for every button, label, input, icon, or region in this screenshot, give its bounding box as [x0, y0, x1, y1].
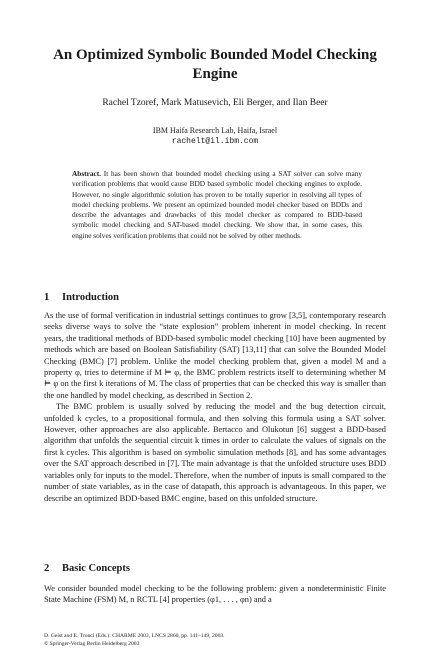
section-number: 1 — [44, 292, 50, 303]
abstract-label: Abstract. — [72, 169, 101, 178]
paper-title: An Optimized Symbolic Bounded Model Checking Engine — [53, 47, 377, 82]
abstract — [72, 169, 362, 241]
section-title: Basic Concepts — [62, 563, 130, 574]
section-heading-introduction — [44, 291, 119, 304]
paragraph: We consider bounded model checking to be the following problem: given a nondeterministic Finite State Machine (FSM) M, n RCTL [4] properties (φ1, . . . , φn) and a — [44, 584, 386, 605]
abstract-text: It has been shown that bounded model checking using a SAT solver can solve many verification problems that would cause BDD based symbolic model checking engines to explode. However, no single algorithmic solution has proven to be totally superior in resolving all types of model checking problems. We present an optimized bounded model checker based on BDDs and describe the advantages and drawbacks of this model checker as compared to BDD-based symbolic model checking and SAT-based model checking. We show that, in some cases, this engine solves verification problems that could not be solved by other methods. — [72, 169, 362, 240]
footer-copyright: © Springer-Verlag Berlin Heidelberg 2003 — [44, 641, 140, 647]
footer-citation: D. Geist and E. Tronci (Eds.): CHARME 2003, LNCS 2860, pp. 141–149, 2003. — [44, 633, 225, 639]
paragraph: The BMC problem is usually solved by reducing the model and the bug detection circuit, unfolded k cycles, to a propositional formula, and then solving this formula using a SAT solver. However, other approaches are also applicable. Bertacco and Olukotun [6] suggest a BDD-based algorithm that unfolds the sequential circuit k times in order to calculate the values of signals on the first k cycles. This algorithm is based on symbolic simulation methods [8], and has some advantages over the SAT approach described in [7]. The main advantage is that the unfolded structure uses BDD variables only for inputs to the model. Therefore, when the number of inputs is small compared to the number of state variables, as in the case of datapath, this approach is advantageous. In this paper, we describe an optimized BDD-based BMC engine, based on this unfolded structure. — [44, 402, 386, 503]
author-email: rachelt@il.ibm.com — [171, 137, 259, 146]
page-footer — [44, 632, 386, 648]
section-body-introduction — [44, 310, 386, 504]
section-heading-basic-concepts — [44, 562, 130, 575]
section-title: Introduction — [62, 292, 119, 303]
author-list: Rachel Tzoref, Mark Matusevich, Eli Berger, and Ilan Beer — [102, 98, 328, 108]
section-body-basic-concepts — [44, 583, 386, 606]
section-number: 2 — [44, 563, 50, 574]
paragraph: As the use of formal verification in industrial settings continues to grow [3,5], contemporary research seeks diverse ways to solve the “state explosion” problem inherent in model checking. In recent years, the traditional methods of BDD-based symbolic model checking [10] have been augmented by methods which are based on Boolean Satisfiability (SAT) [13,11] that can solve the Bounded Model Checking (BMC) [7] problem. Unlike the model checking problem that, given a model M and a property φ, tries to determine if M ⊨ φ, the BMC problem restricts itself to determining whether M ⊨ φ on the first k iterations of M. The class of properties that can be checked this way is smaller than the one handled by model checking, as described in Section 2. — [44, 311, 386, 400]
affiliation: IBM Haifa Research Lab, Haifa, Israel — [152, 126, 278, 135]
